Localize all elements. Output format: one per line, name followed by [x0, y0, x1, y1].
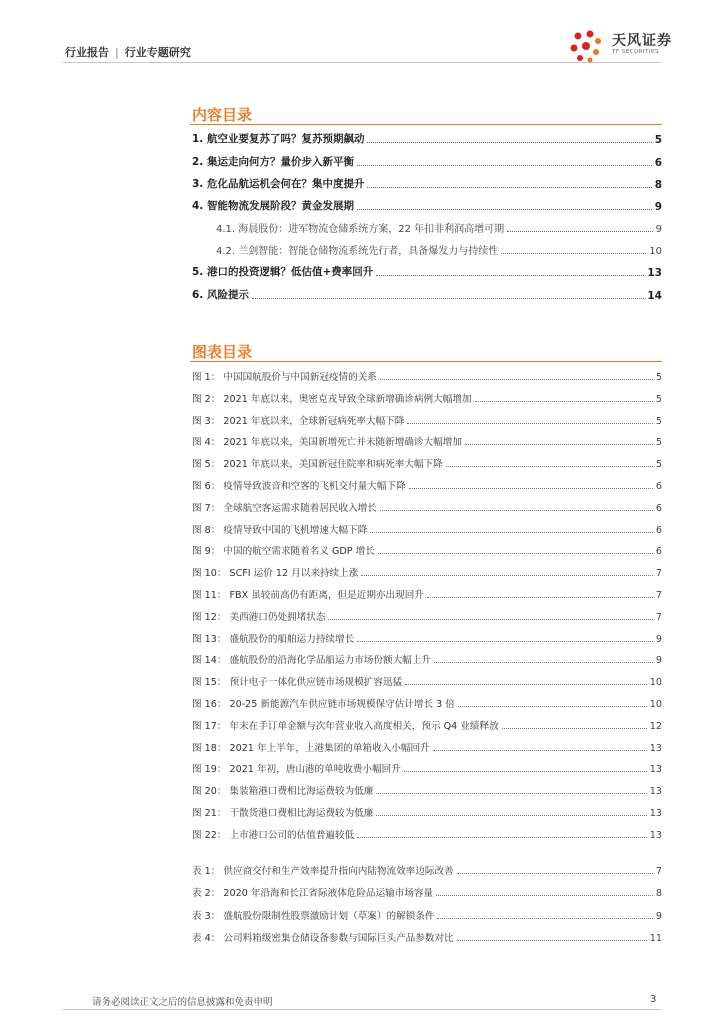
report-subtype: 行业专题研究 [124, 46, 191, 59]
figure-entry-page: 7 [655, 590, 662, 601]
figure-entry[interactable] [192, 783, 662, 797]
table-entry[interactable] [192, 908, 662, 922]
figure-entry-page: 6 [655, 546, 662, 558]
figure-entry[interactable] [192, 631, 662, 645]
figure-entry[interactable] [192, 674, 662, 688]
toc-section-page: 5 [654, 134, 662, 146]
figure-entry[interactable] [192, 478, 662, 492]
table-entry-text: 表 1： 供应商交付和生产效率提升指向内陆物流效率边际改善 [192, 866, 454, 877]
dot-leader [433, 749, 647, 751]
dot-leader [380, 378, 653, 380]
figure-entry-page: 13 [649, 764, 662, 776]
dot-leader [437, 917, 652, 919]
figure-entry-page: 6 [655, 481, 662, 492]
figure-entry[interactable] [192, 413, 662, 427]
table-entry-text: 表 4： 公司料箱级密集仓储设备参数与国际巨头产品参数对比 [192, 932, 454, 944]
figure-entry[interactable] [192, 609, 662, 623]
figure-entry[interactable] [192, 740, 662, 754]
dot-leader [328, 618, 652, 620]
toc-subsection[interactable] [216, 221, 662, 235]
toc-section-page: 6 [654, 157, 662, 169]
toc-section-text: 1. 航空业要复苏了吗？复苏预期飙动 [192, 133, 365, 145]
dot-leader [501, 252, 646, 254]
figure-entry[interactable] [192, 500, 662, 514]
toc-section-text: 5. 港口的投资逻辑？低估值+费率回升 [192, 266, 374, 278]
footer-divider [62, 1009, 662, 1010]
dot-leader [507, 230, 652, 232]
figure-entry-text: 图 15： 预计电子一体化供应链市场规模扩容迅猛 [192, 677, 403, 689]
toc-section-page: 9 [654, 201, 662, 213]
dot-leader [407, 422, 653, 424]
dot-leader [376, 274, 644, 276]
dot-leader [409, 487, 653, 489]
figure-entry[interactable] [192, 718, 662, 732]
figure-entry-page: 5 [655, 437, 662, 449]
figure-entry[interactable] [192, 761, 662, 775]
toc-section-text: 3. 危化品航运机会何在？集中度提升 [192, 178, 365, 190]
dot-leader [404, 770, 647, 772]
figure-entry-text: 图 1： 中国国航股价与中国新冠疫情的关系 [192, 372, 377, 383]
figure-entry-page: 6 [655, 524, 662, 536]
dot-leader [465, 443, 653, 445]
dot-leader [446, 465, 653, 467]
dot-leader [376, 814, 646, 816]
page-number: 3 [650, 994, 657, 1005]
figure-entry-page: 10 [649, 699, 662, 710]
figure-entry[interactable] [192, 652, 662, 666]
contents-title: 内容目录 [192, 106, 253, 124]
dot-leader [405, 683, 647, 685]
figure-entry-page: 13 [649, 808, 662, 819]
figure-entry-page: 5 [655, 415, 662, 427]
figure-entry-text: 图 8： 疫情导致中国的飞机增速大幅下降 [192, 524, 368, 536]
figure-entry-page: 10 [649, 677, 662, 689]
figure-entry-text: 图 22： 上市港口公司的估值普遍较低 [192, 829, 355, 841]
brand-name: 天风证券 [612, 33, 672, 49]
figure-entry-page: 9 [655, 655, 662, 667]
table-entry[interactable] [192, 885, 662, 899]
figure-entry[interactable] [192, 456, 662, 470]
dot-leader [457, 872, 653, 874]
dot-leader [376, 792, 646, 794]
figure-entry-text: 图 4： 2021 年底以来，美国新增死亡并未随新增确诊大幅增加 [192, 437, 462, 449]
dot-leader [380, 509, 653, 511]
figure-entry-text: 图 10： SCFI 运价 12 月以来持续上涨 [192, 568, 359, 580]
figure-entry-text: 图 20： 集装箱港口费相比海运费较为低廉 [192, 786, 374, 798]
dot-leader [252, 297, 644, 299]
figure-entry-page: 13 [649, 742, 662, 754]
figure-entry-page: 5 [655, 372, 662, 383]
figure-entry-text: 图 7： 全球航空客运需求随着居民收入增长 [192, 502, 377, 514]
figure-entry-page: 13 [649, 786, 662, 798]
figure-entry-page: 7 [655, 568, 662, 580]
dot-leader [367, 186, 651, 188]
dot-leader [436, 894, 653, 896]
figure-entry[interactable] [192, 805, 662, 819]
figure-entry-page: 13 [649, 829, 662, 841]
figure-entry-text: 图 17： 年末在手订单金额与次年营业收入高度相关，预示 Q4 业绩释放 [192, 720, 499, 732]
figure-entry-text: 图 5： 2021 年底以来，美国新冠住院率和病死率大幅下降 [192, 459, 443, 471]
toc-section-page: 14 [647, 290, 662, 302]
dot-leader [434, 661, 653, 663]
dot-leader [367, 141, 651, 143]
figure-entry[interactable] [192, 587, 662, 601]
header-separator: | [115, 46, 119, 59]
dot-leader [357, 836, 647, 838]
toc-subsection[interactable] [216, 243, 662, 257]
toc-subsection-page: 10 [649, 246, 662, 257]
table-entry[interactable] [192, 863, 662, 877]
footer-disclaimer: 请务必阅读正文之后的信息披露和免责申明 [92, 997, 273, 1008]
toc-subsection-text: 4.1. 海晨股份：进军物流仓储系统方案，22 年扣非利润高增可期 [216, 224, 505, 235]
figure-entry-page: 6 [655, 502, 662, 514]
figure-entry-text: 图 21： 干散货港口费相比海运费较为低廉 [192, 808, 374, 819]
figure-entry-text: 图 12： 美西港口仍处拥堵状态 [192, 611, 326, 623]
figure-entry-text: 图 3： 2021 年底以来，全球新冠病死率大幅下降 [192, 415, 405, 427]
dot-leader [502, 727, 647, 729]
figure-entry-text: 图 14： 盛航股份的沿海化学品船运力市场份额大幅上升 [192, 655, 431, 667]
toc-section[interactable] [192, 199, 662, 213]
figures-title: 图表目录 [192, 343, 253, 361]
brand-name-en: TF SECURITIES [612, 49, 659, 55]
toc-section-page: 13 [647, 267, 662, 279]
figure-entry-page: 12 [649, 720, 662, 732]
report-type: 行业报告 [65, 46, 109, 59]
figure-entry-page: 5 [655, 459, 662, 471]
figure-entry-page: 9 [655, 633, 662, 645]
table-entry[interactable] [192, 930, 662, 944]
figure-entry[interactable] [192, 827, 662, 841]
dot-leader [378, 552, 653, 554]
dot-leader [357, 640, 653, 642]
figure-entry-text: 图 19： 2021 年初，唐山港的单吨收费小幅回升 [192, 764, 401, 776]
figures-title-rule [190, 361, 662, 362]
dot-leader [457, 939, 647, 941]
figure-entry-text: 图 16： 20-25 新能源汽车供应链市场规模保守估计增长 3 倍 [192, 699, 455, 710]
toc-subsection-page: 9 [655, 224, 662, 235]
toc-section-text: 6. 风险提示 [192, 289, 249, 301]
toc-section[interactable] [192, 177, 662, 191]
toc-section-page: 8 [654, 179, 662, 191]
dot-leader [357, 208, 652, 210]
figure-entry-text: 图 13： 盛航股份的船舶运力持续增长 [192, 633, 355, 645]
figure-entry[interactable] [192, 434, 662, 448]
dot-leader [361, 574, 653, 576]
figure-entry-text: 图 18： 2021 年上半年，上港集团的单箱收入小幅回升 [192, 742, 430, 754]
dot-leader [357, 164, 652, 166]
figure-entry[interactable] [192, 369, 662, 383]
figure-entry-text: 图 2： 2021 年底以来，奥密克戎导致全球新增确诊病例大幅增加 [192, 393, 472, 405]
figure-entry[interactable] [192, 391, 662, 405]
table-entry-page: 9 [655, 910, 662, 922]
figure-entry[interactable] [192, 565, 662, 579]
dot-leader [370, 531, 653, 533]
toc-section[interactable] [192, 288, 662, 302]
dot-leader [458, 705, 647, 707]
table-entry-page: 7 [655, 866, 662, 877]
figure-entry-page: 7 [655, 611, 662, 623]
table-entry-page: 8 [655, 888, 662, 900]
toc-section[interactable] [192, 265, 662, 279]
toc-section-text: 2. 集运走向何方？量价步入新平衡 [192, 156, 354, 168]
figure-entry[interactable] [192, 696, 662, 710]
table-entry-text: 表 3： 盛航股份限制性股票激励计划（草案）的解锁条件 [192, 910, 435, 922]
figure-entry-text: 图 11： FBX 虽较前高仍有距离，但是近期亦出现回升 [192, 590, 424, 601]
table-entry-text: 表 2： 2020 年沿海和长江省际液体危险品运输市场容量 [192, 888, 434, 900]
table-entry-page: 11 [649, 932, 662, 944]
contents-title-rule [190, 124, 662, 125]
report-category [65, 44, 191, 60]
figure-entry[interactable] [192, 522, 662, 536]
toc-section-text: 4. 智能物流发展阶段？黄金发展期 [192, 200, 354, 212]
dot-leader [427, 596, 653, 598]
figure-entry[interactable] [192, 543, 662, 557]
toc-subsection-text: 4.2. 兰剑智能：智能仓储物流系统先行者，具备爆发力与持续性 [216, 246, 499, 257]
figure-entry-text: 图 9： 中国的航空需求随着名义 GDP 增长 [192, 546, 375, 558]
dot-leader [475, 400, 653, 402]
figure-entry-page: 5 [655, 393, 662, 405]
toc-section[interactable] [192, 155, 662, 169]
figure-entry-text: 图 6： 疫情导致波音和空客的飞机交付量大幅下降 [192, 481, 406, 492]
toc-section[interactable] [192, 132, 662, 146]
